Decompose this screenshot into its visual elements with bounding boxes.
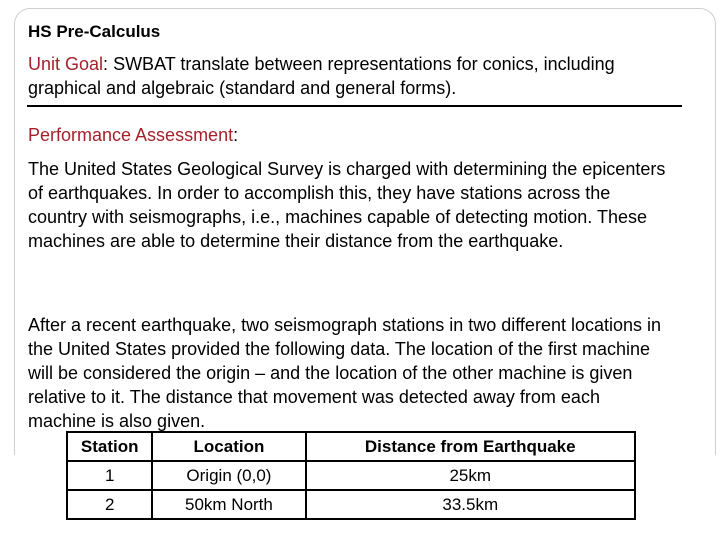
header-location: Location xyxy=(152,432,305,461)
table-row xyxy=(67,461,635,490)
location-cell: Origin (0,0) xyxy=(152,461,305,490)
station-cell: 1 xyxy=(67,461,152,490)
paragraph-usgs: The United States Geological Survey is charged with determining the epicenters of earthquakes. In order to accomplish this, they have stations across the country with seismographs, i.e., machines capable of detecting motion. These machines are able to determine their distance from the earthquake. xyxy=(28,159,666,251)
performance-assessment-label: Performance Assessment xyxy=(28,125,234,145)
station-cell: 2 xyxy=(67,490,152,519)
course-title: HS Pre-Calculus xyxy=(28,22,161,41)
unit-goal-label: Unit Goal xyxy=(28,54,104,74)
station-data-table xyxy=(66,431,636,520)
unit-goal-text: SWBAT translate between representations for conics, including graphical and algebraic (standard and general forms). xyxy=(28,54,615,98)
table-row xyxy=(67,490,635,519)
distance-cell: 25km xyxy=(306,461,636,490)
unit-goal xyxy=(28,52,668,100)
paragraph-seismograph-data: After a recent earthquake, two seismograph stations in two different locations in the United States provided the following data. The location of the first machine will be considered the origin – and the location of the other machine is given relative to it. The distance that movement was detected away from each machine is also given. xyxy=(28,315,662,431)
unit-goal-separator: : xyxy=(103,54,114,74)
distance-cell: 33.5km xyxy=(306,490,636,519)
table-header-row xyxy=(67,432,635,461)
header-distance: Distance from Earthquake xyxy=(306,432,636,461)
divider xyxy=(27,105,682,107)
performance-assessment-heading xyxy=(28,125,238,146)
performance-assessment-separator: : xyxy=(233,125,239,145)
location-cell: 50km North xyxy=(152,490,305,519)
header-station: Station xyxy=(67,432,152,461)
